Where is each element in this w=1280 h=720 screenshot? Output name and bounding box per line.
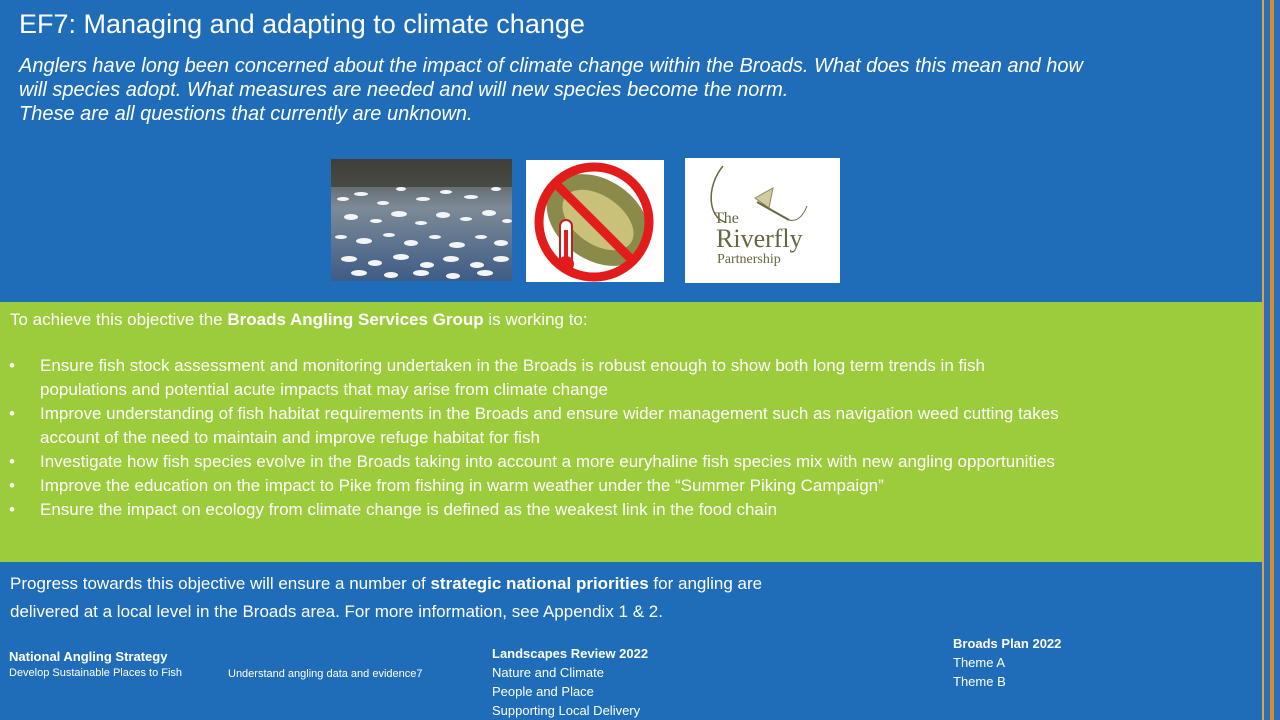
list-item <box>0 474 1240 498</box>
bullet-1-line-2: populations and potential acute impacts that may arise from climate change <box>40 380 608 399</box>
riverfly-logo-partnership: Partnership <box>717 252 781 267</box>
bullet-3-line-1: Investigate how fish species evolve in the Broads taking into account a more euryhaline fish species mix with new angling opportunities <box>40 452 1055 471</box>
progress-prefix: Progress towards this objective will ensure a number of <box>10 574 431 593</box>
list-item <box>0 354 1240 402</box>
objective-bullet-list <box>0 354 1240 522</box>
broads-plan-heading: Broads Plan 2022 <box>953 636 1062 651</box>
nas-item-2: Understand angling data and evidence7 <box>228 668 423 680</box>
list-item <box>0 498 1240 522</box>
bullet-dot: • <box>9 500 15 519</box>
no-pike-sign <box>526 160 664 282</box>
bullet-dot: • <box>9 356 15 375</box>
intro-text <box>19 54 1229 126</box>
progress-suffix: for angling are <box>648 574 763 593</box>
list-item <box>0 402 1240 450</box>
lead-group-name: Broads Angling Services Group <box>227 310 484 329</box>
riverfly-partnership-logo <box>685 158 840 283</box>
progress-line-2: delivered at a local level in the Broads area. For more information, see Appendix 1 & 2. <box>10 602 663 621</box>
bullet-5-line-1: Ensure the impact on ecology from climate change is defined as the weakest link in the food chain <box>40 500 778 519</box>
landscapes-item-3: Supporting Local Delivery <box>492 703 641 718</box>
page-title: EF7: Managing and adapting to climate change <box>19 9 585 39</box>
riverfly-logo-riverfly: Riverfly <box>716 224 803 253</box>
right-accent-stripe <box>1262 0 1280 720</box>
landscapes-item-2: People and Place <box>492 684 594 699</box>
progress-bold: strategic national priorities <box>430 574 649 593</box>
bullet-dot: • <box>9 476 15 495</box>
landscapes-review <box>492 644 648 720</box>
birds-photo <box>331 159 512 281</box>
nas-item-1: Develop Sustainable Places to Fish <box>9 667 183 679</box>
landscapes-heading: Landscapes Review 2022 <box>492 646 649 661</box>
bullet-dot: • <box>9 404 15 423</box>
broads-plan-item-2: Theme B <box>953 674 1006 689</box>
nas-heading: National Angling Strategy <box>9 649 168 664</box>
national-angling-strategy <box>9 647 167 666</box>
bullet-2-line-1: Improve understanding of fish habitat requirements in the Broads and ensure wider management such as navigation weed cutting takes <box>40 404 1059 423</box>
bullet-2-line-2: account of the need to maintain and improve refuge habitat for fish <box>40 428 540 447</box>
intro-line-3: These are all questions that currently are unknown. <box>19 103 473 125</box>
bullet-4-line-1: Improve the education on the impact to Pike from fishing in warm weather under the “Summer Piking Campaign” <box>40 476 884 495</box>
intro-line-1: Anglers have long been concerned about the impact of climate change within the Broads. What does this mean and how <box>19 55 1083 77</box>
landscapes-item-1: Nature and Climate <box>492 665 604 680</box>
riverfly-logo-the: The <box>714 210 739 227</box>
progress-statement <box>10 570 910 626</box>
list-item <box>0 450 1240 474</box>
lead-suffix: is working to: <box>483 310 588 329</box>
objective-lead <box>10 308 588 332</box>
broads-plan <box>953 634 1061 691</box>
broads-plan-item-1: Theme A <box>953 655 1006 670</box>
bullet-dot: • <box>9 452 15 471</box>
lead-prefix: To achieve this objective the <box>10 310 228 329</box>
intro-line-2: will species adopt. What measures are needed and will new species become the norm. <box>19 79 789 101</box>
bullet-1-line-1: Ensure fish stock assessment and monitoring undertaken in the Broads is robust enough to show both long term trends in fish <box>40 356 985 375</box>
